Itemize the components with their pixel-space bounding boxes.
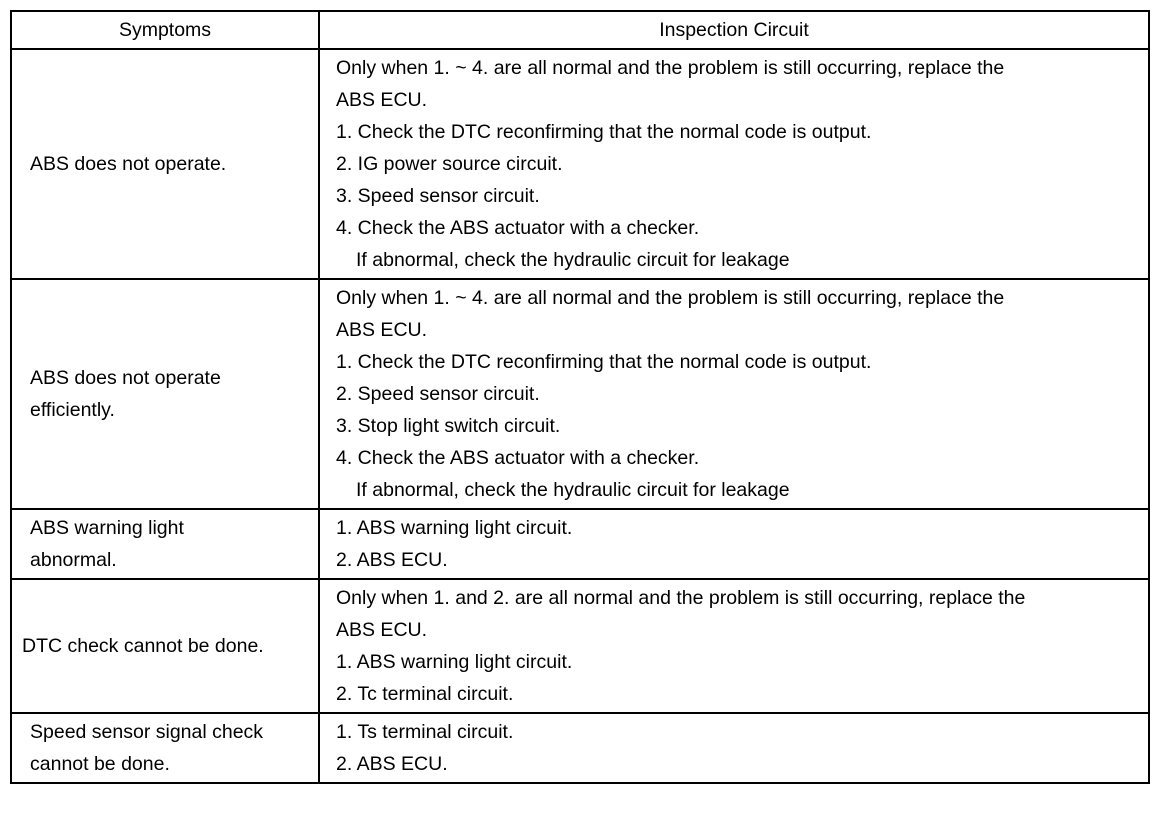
inspection-line: ABS ECU.	[336, 319, 428, 341]
inspection-line: 4. Check the ABS actuator with a checker.	[336, 217, 700, 239]
symptom-text: ABS does not operate.	[30, 153, 227, 175]
inspection-line: 2. ABS ECU.	[336, 549, 448, 571]
table-row	[11, 713, 1149, 783]
inspection-cell	[319, 509, 1149, 579]
inspection-line: ABS ECU.	[336, 89, 428, 111]
inspection-line: 2. ABS ECU.	[336, 753, 448, 775]
inspection-line: 4. Check the ABS actuator with a checker.	[336, 447, 700, 469]
header-row	[11, 11, 1149, 49]
inspection-line: 1. ABS warning light circuit.	[336, 517, 573, 539]
inspection-line: 1. Ts terminal circuit.	[336, 721, 514, 743]
inspection-line: 3. Speed sensor circuit.	[336, 185, 540, 207]
symptom-text: efficiently.	[30, 399, 115, 421]
inspection-line: 2. IG power source circuit.	[336, 153, 563, 175]
inspection-cell	[319, 713, 1149, 783]
inspection-line: ABS ECU.	[336, 619, 428, 641]
inspection-line: 2. Speed sensor circuit.	[336, 383, 540, 405]
symptom-text: Speed sensor signal check	[30, 721, 264, 743]
inspection-table	[10, 10, 1150, 784]
symptom-text: ABS warning light	[30, 517, 184, 539]
header-inspection-circuit: Inspection Circuit	[319, 11, 1149, 49]
table-row	[11, 279, 1149, 509]
inspection-line: Only when 1. ~ 4. are all normal and the problem is still occurring, replace the	[336, 57, 1005, 79]
table-row	[11, 509, 1149, 579]
symptom-text: cannot be done.	[30, 753, 170, 775]
symptom-text: DTC check cannot be done.	[22, 635, 264, 657]
symptom-cell	[11, 713, 319, 783]
table-row	[11, 49, 1149, 279]
symptom-text: ABS does not operate	[30, 367, 221, 389]
inspection-cell	[319, 49, 1149, 279]
table-row	[11, 579, 1149, 713]
inspection-line: If abnormal, check the hydraulic circuit for leakage	[356, 249, 790, 271]
inspection-line: 1. Check the DTC reconfirming that the normal code is output.	[336, 351, 872, 373]
symptom-cell	[11, 279, 319, 509]
inspection-cell	[319, 279, 1149, 509]
inspection-line: 2. Tc terminal circuit.	[336, 683, 514, 705]
inspection-line: 3. Stop light switch circuit.	[336, 415, 561, 437]
header-symptoms: Symptoms	[11, 11, 319, 49]
inspection-line: Only when 1. and 2. are all normal and the problem is still occurring, replace the	[336, 587, 1026, 609]
symptom-text: abnormal.	[30, 549, 117, 571]
inspection-line: 1. Check the DTC reconfirming that the normal code is output.	[336, 121, 872, 143]
symptom-cell	[11, 509, 319, 579]
inspection-line: Only when 1. ~ 4. are all normal and the problem is still occurring, replace the	[336, 287, 1005, 309]
inspection-cell	[319, 579, 1149, 713]
inspection-line: If abnormal, check the hydraulic circuit for leakage	[356, 479, 790, 501]
inspection-line: 1. ABS warning light circuit.	[336, 651, 573, 673]
symptom-cell	[11, 579, 319, 713]
symptom-cell	[11, 49, 319, 279]
